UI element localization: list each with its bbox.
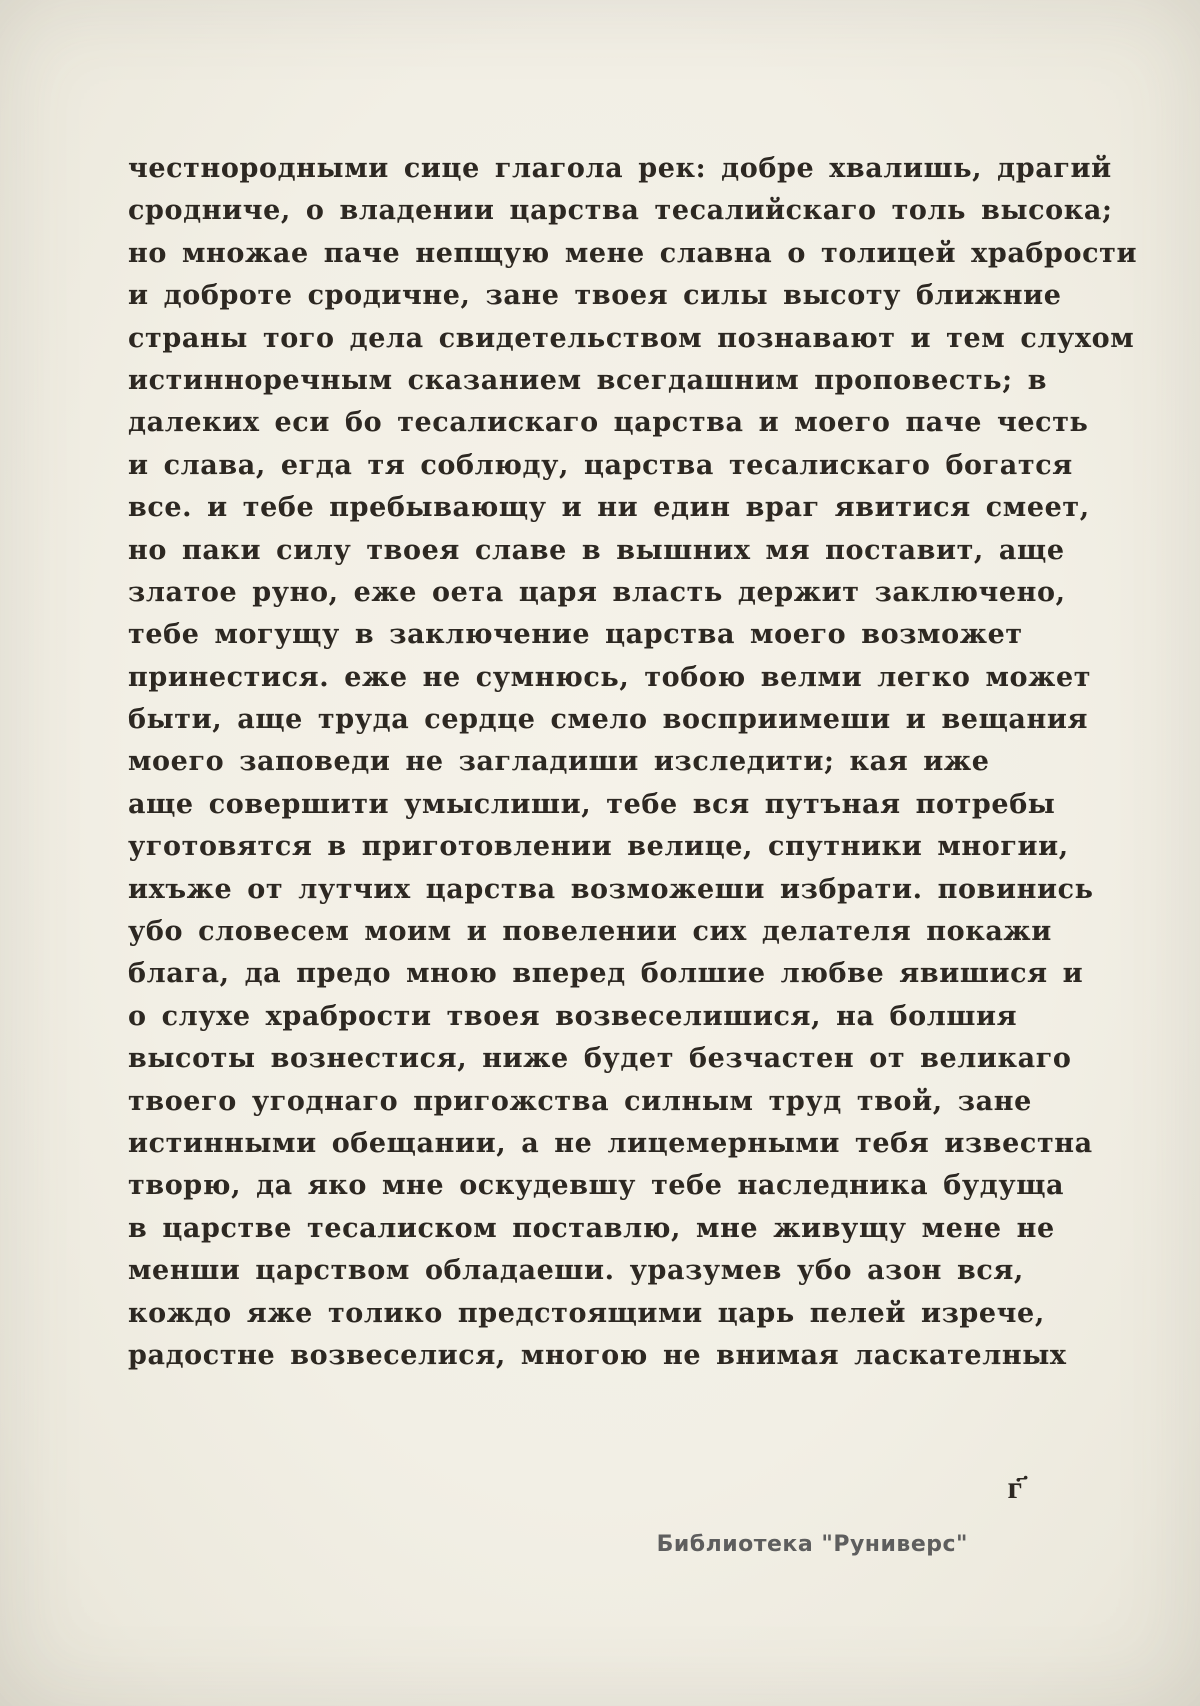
manuscript-text-block <box>128 148 1138 1377</box>
text-line: кождо яже толико предстоящими царь пелей изрече, <box>128 1297 1045 1329</box>
text-line: моего заповеди не загладиши изследити; кая иже <box>128 746 990 778</box>
page-number-cyrillic: г҃ <box>1007 1468 1022 1506</box>
text-line: страны того дела свидетельством познавают и тем слухом <box>128 322 1135 354</box>
library-watermark: Библиотека "Руниверс" <box>656 1532 968 1557</box>
text-line: убо словесем моим и повелении сих делателя покажи <box>128 916 1052 948</box>
text-line: высоты вознестися, ниже будет безчастен от великаго <box>128 1043 1072 1075</box>
text-line: блага, да предо мною вперед болшие любве явишися и <box>128 958 1084 990</box>
text-line: принестися. еже не сумнюсь, тобою велми легко может <box>128 661 1092 693</box>
text-line: и слава, егда тя соблюду, царства тесалискаго богатся <box>128 449 1073 481</box>
text-line: быти, аще труда сердце смело восприимеши и вещания <box>128 704 1089 736</box>
text-line: уготовятся в приготовлении велице, спутники многии, <box>128 831 1069 863</box>
text-line: далеких еси бо тесалискаго царства и моего паче честь <box>128 407 1089 439</box>
text-line: но паки силу твоея славе в вышних мя поставит, аще <box>128 534 1065 566</box>
text-line: о слухе храбрости твоея возвеселишися, на болшия <box>128 1000 1018 1032</box>
text-line: златое руно, еже оета царя власть держит заключено, <box>128 576 1066 608</box>
text-line: все. и тебе пребывающу и ни един враг явитися смеет, <box>128 492 1090 524</box>
text-line: твоего угоднаго пригожства силным труд твой, зане <box>128 1085 1032 1117</box>
text-line: сродниче, о владении царства тесалийскаго толь высока; <box>128 195 1113 227</box>
text-line: в царстве тесалиском поставлю, мне живущу мене не <box>128 1212 1055 1244</box>
text-line: радостне возвеселися, многою не внимая ласкателных <box>128 1339 1067 1371</box>
text-line: аще совершити умыслиши, тебе вся путъная потребы <box>128 788 1056 820</box>
text-line: истинноречным сказанием всегдашним проповесть; в <box>128 364 1048 396</box>
text-line: честнородными сице глагола рек: добре хвалишь, драгий <box>128 153 1112 184</box>
text-line: и доброте сродичне, зане твоея силы высоту ближние <box>128 280 1062 312</box>
text-line: ихъже от лутчих царства возможеши избрати. повинись <box>128 873 1094 905</box>
text-line: но множае паче непщую мене славна о толицей храбрости <box>128 237 1138 269</box>
text-line: творю, да яко мне оскудевшу тебе наследника будуща <box>128 1170 1065 1202</box>
text-line: менши царством обладаеши. уразумев убо азон вся, <box>128 1255 1024 1287</box>
text-line: тебе могущу в заключение царства моего возможет <box>128 619 1023 651</box>
text-line: истинными обещании, а не лицемерными тебя известна <box>128 1127 1093 1159</box>
